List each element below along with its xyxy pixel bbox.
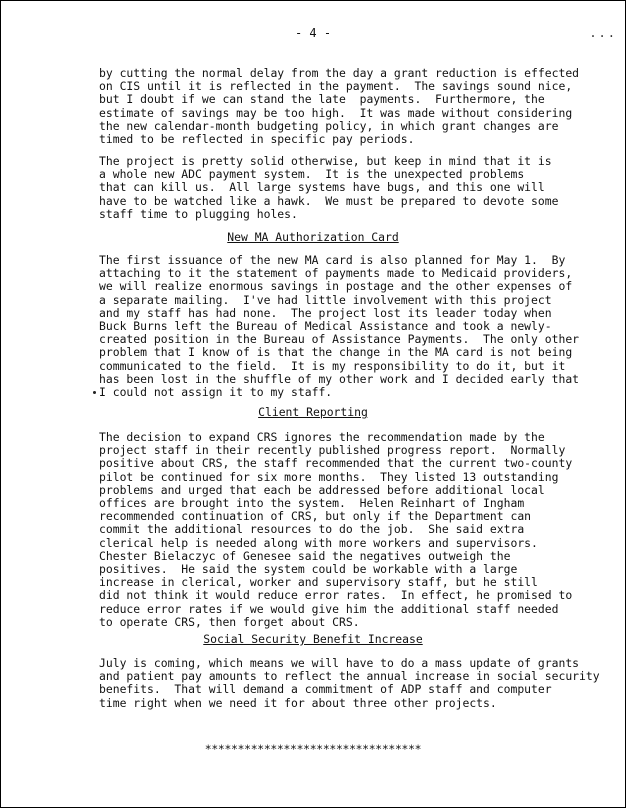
- page-number: - 4 -: [294, 26, 332, 40]
- paragraph-savings: by cutting the normal delay from the day a grant reduction is effected on CIS until it is reflected in the payment. The savings sound nice, but I doubt if we can stand the late payments. Furthermore, the estimate of savings may be too high. It was made without considering the new calendar-month budgeting policy, in which grant changes are timed to be reflected in specific pay periods.: [99, 66, 580, 147]
- heading-ma-card: New MA Authorization Card: [227, 230, 399, 244]
- heading-client-reporting: Client Reporting: [258, 405, 368, 419]
- paragraph-social-security: July is coming, which means we will have to do a mass update of grants and patient pay amounts to reflect the annual increase in social security benefits. That will demand a commitment of ADP staff and computer time right when we need it for about three other projects.: [99, 656, 600, 710]
- margin-dot-mark: [93, 391, 96, 394]
- paragraph-ma-card: The first issuance of the new MA card is also planned for May 1. By attaching to it the statement of payments made to Medicaid providers, we will realize enormous savings in postage and the other expenses of a separate mailing. I've had little involvement with this project and my staff has had none. The project lost its leader today when Buck Burns left the Bureau of Medical Assistance and took a newly- created position in the Bureau of Assistance Payments. The only other problem that I know of is that the change in the MA card is not being communicated to the field. It is my responsibility to do it, but it has been lost in the shuffle of my other work and I decided early that I could not assign it to my staff.: [99, 253, 580, 400]
- heading-social-security: Social Security Benefit Increase: [203, 632, 423, 646]
- paragraph-client-reporting: The decision to expand CRS ignores the recommendation made by the project staff in their recently published progress report. Normally positive about CRS, the staff recommended that the current two-county pilot be continued for six more months. They listed 13 outstanding problems and urged that each be addressed before additional local offices are brought into the system. Helen Reinhart of Ingham recommended continuation of CRS, but only if the Department can commit the additional resources to do the job. She said extra clerical help is needed along with more workers and supervisors. Chester Bielaczyc of Genesee said the negatives outweigh the positives. He said the system could be workable with a large increase in clerical, worker and supervisory staff, but he still did not think it would reduce error rates. In effect, he promised to reduce error rates if we would give him the additional staff needed to operate CRS, then forget about CRS.: [99, 430, 573, 629]
- paragraph-project-solid: The project is pretty solid otherwise, but keep in mind that it is a whole new ADC payment system. It is the unexpected problems that can kill us. All large systems have bugs, and this one will have to be watched like a hawk. We must be prepared to devote some staff time to plugging holes.: [99, 154, 559, 221]
- end-separator: *********************************: [204, 742, 422, 756]
- corner-mark: ...: [589, 26, 617, 40]
